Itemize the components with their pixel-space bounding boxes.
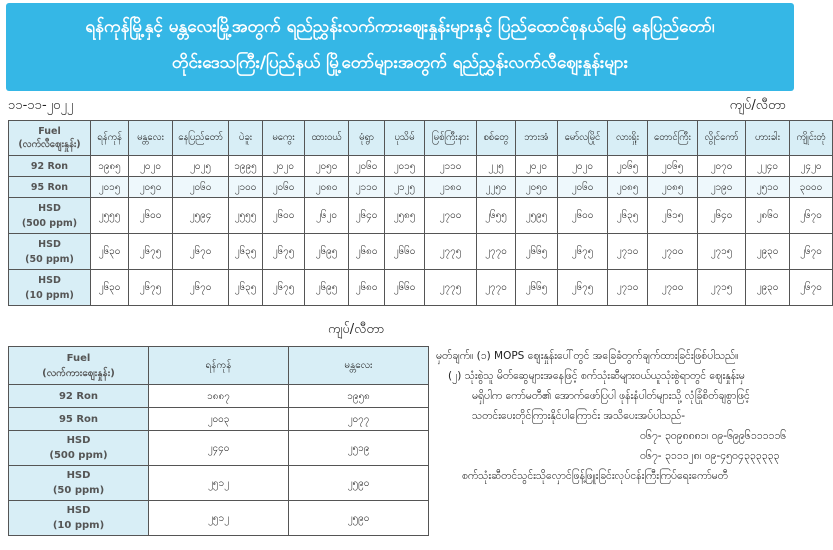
city-header: လားရှိုး [608, 121, 648, 156]
price-cell: ၂၇၇၅ [425, 270, 477, 306]
price-cell: ၂၀၅၀ [305, 156, 349, 177]
city-header: ကျိုင်းတုံ [790, 121, 833, 156]
price-cell: ၂၆၄၀ [349, 198, 385, 234]
note-2-line-2: မရှိပါက ကော်မတီ၏ အောက်ဖော်ပြပါ ဖုန်းနံပါတ်များသို့ လုံခြုံစိတ်ချစွာဖြင့် [472, 390, 750, 402]
price-cell: ၂၆၇၅ [129, 270, 173, 306]
fuel-type-cell: HSD (10 ppm) [9, 270, 91, 306]
price-cell: ၂၅၁၀ [746, 177, 790, 198]
fuel-column-header: Fuel (လက်လီဈေးနှုန်း) [9, 121, 91, 156]
price-cell: ၂၇၇၀ [477, 270, 516, 306]
price-cell: ၂၀၆၀ [349, 156, 385, 177]
table-row [9, 177, 833, 198]
city-header: မော်လမြိုင် [558, 121, 608, 156]
phone-numbers-1: ၀၆၇- ၃၀၉၈၈၈၁၊ ၀၉-၆၉၉၆၁၁၁၁၁၆ [640, 430, 787, 442]
price-cell: ၂၀၈၅ [608, 177, 648, 198]
city-header: လွိုင်ကော် [698, 121, 746, 156]
price-cell: ၂၁၉၀ [698, 177, 746, 198]
price-cell: ၃၀၀၀ [790, 177, 833, 198]
unit-label: ကျပ်/လီတာ [729, 98, 786, 113]
city-header: မုံရွာ [349, 121, 385, 156]
wholesale-unit-label: ကျပ်/လီတာ [328, 322, 385, 337]
price-cell: ၂၆၁၅ [648, 198, 698, 234]
table-row [9, 431, 429, 466]
title-banner [6, 3, 794, 91]
price-cell: ၂၆၇၅ [558, 234, 608, 270]
city-header: မန္တလေး [129, 121, 173, 156]
price-cell: ၂၄၄၀ [149, 431, 289, 466]
price-cell: ၂၆၇၀ [173, 270, 229, 306]
price-cell: ၂၇၀၀ [648, 234, 698, 270]
price-date: ၁၁-၁၁-၂၀၂၂ [8, 98, 74, 113]
fuel-type-cell: 95 Ron [9, 177, 91, 198]
price-cell: ၂၀၂၀ [558, 156, 608, 177]
price-cell: ၂၆၇၅ [558, 270, 608, 306]
price-cell: ၂၇၇၅ [425, 234, 477, 270]
price-cell: ၂၅၅၅ [229, 198, 263, 234]
price-cell: ၂၅၈၅ [385, 198, 425, 234]
city-header: ပုသိမ် [385, 121, 425, 156]
fuel-type-cell: HSD (500 ppm) [9, 198, 91, 234]
price-cell: ၂၉၃၀ [746, 234, 790, 270]
fuel-type-cell: HSD (10 ppm) [9, 501, 149, 536]
price-cell: ၂၆၃၀ [91, 234, 129, 270]
price-cell: ၂၀၅၀ [129, 177, 173, 198]
price-cell: ၂၀၂၀ [263, 156, 305, 177]
price-cell: ၂၆၆၀ [385, 270, 425, 306]
table-row [9, 198, 833, 234]
price-cell: ၂၆၈၀ [349, 234, 385, 270]
price-cell: ၂၆၉၅ [305, 270, 349, 306]
table-row [9, 501, 429, 536]
price-cell: ၂၆၈၀ [349, 270, 385, 306]
price-cell: ၂၀၆၀ [263, 177, 305, 198]
price-cell: ၂၆၄၀ [698, 198, 746, 234]
price-cell: ၂၀၁၅ [385, 156, 425, 177]
price-cell: ၂၀၇၀ [698, 156, 746, 177]
price-cell: ၂၄၂၀ [790, 156, 833, 177]
price-cell: ၂၆၃၅ [229, 234, 263, 270]
price-cell: ၂၆၆၅ [516, 234, 558, 270]
price-cell: ၂၆၇၀ [173, 234, 229, 270]
fuel-column-header: Fuel (လက်ကားဈေးနှုန်း) [9, 347, 149, 385]
fuel-type-cell: HSD (500 ppm) [9, 431, 149, 466]
phone-numbers-2: ၀၆၇- ၃၁၁၁၂၈၊ ၀၉-၄၅၀၄၃၃၃၃၃၃ [640, 450, 780, 462]
price-cell: ၁၉၉၅ [229, 156, 263, 177]
price-cell: ၂၆၇၅ [129, 234, 173, 270]
price-cell: ၂၅၉၅ [516, 198, 558, 234]
table-row [9, 385, 429, 408]
price-cell: ၂၅၁၂ [149, 501, 289, 536]
price-cell: ၂၇၇၀ [477, 234, 516, 270]
price-cell: ၂၆၃၅ [229, 270, 263, 306]
price-cell: ၂၉၃၀ [746, 270, 790, 306]
table-row [9, 156, 833, 177]
price-cell: ၂၀၈၅ [648, 177, 698, 198]
fuel-type-cell: HSD (50 ppm) [9, 234, 91, 270]
price-cell: ၂၀၆၅ [608, 156, 648, 177]
price-cell: ၂၂၅၀ [477, 177, 516, 198]
fuel-type-cell: 95 Ron [9, 408, 149, 431]
price-cell: ၂၀၂၀ [516, 156, 558, 177]
price-cell: ၂၀၆၅ [648, 156, 698, 177]
price-cell: ၂၀၆၀ [558, 177, 608, 198]
price-cell: ၂၆၇၀ [790, 234, 833, 270]
price-cell: ၂၁၁၀ [349, 177, 385, 198]
table-row [9, 270, 833, 306]
price-cell: ၂၂၄၀ [746, 156, 790, 177]
city-header: ဟားခါး [746, 121, 790, 156]
title-line-1: ရန်ကုန်မြို့နှင့် မန္တလေးမြို့အတွက် ရည်ညွှန်းလက်ကားဈေးနှုန်းများနှင့် ပြည်ထောင်စုနယ်မြေ နေပြည်တော်၊ [85, 17, 715, 37]
price-cell: ၂၇၀၀ [648, 270, 698, 306]
wholesale-price-table [8, 346, 429, 536]
price-cell: ၁၉၈၅ [91, 156, 129, 177]
title-line-2: တိုင်းဒေသကြီး/ပြည်နယ် မြို့တော်များအတွက် ရည်ညွှန်းလက်လီဈေးနှုန်းများ [171, 53, 629, 73]
city-header: ရန်ကုန် [149, 347, 289, 385]
price-cell: ၂၀၂၀ [129, 156, 173, 177]
price-cell: ၂၁၁၀ [425, 156, 477, 177]
price-cell: ၂၀၀၃ [149, 408, 289, 431]
price-cell: ၂၁၈၀ [425, 177, 477, 198]
price-cell: ၂၀၈၀ [305, 177, 349, 198]
price-cell: ၂၆၇၀ [790, 270, 833, 306]
committee-name: စက်သုံးဆီတင်သွင်းသိုလှောင်ဖြန့်ဖြူးခြင်းလုပ်ငန်းကြီးကြပ်ရေးကော်မတီ [462, 470, 728, 482]
notes-section [436, 346, 798, 486]
price-cell: ၂၆၂၀ [305, 198, 349, 234]
retail-price-table [8, 120, 833, 306]
price-cell: ၁၉၅၈ [289, 385, 429, 408]
note-1: မှတ်ချက်။ (၁) MOPS ဈေးနှုန်းပေါ်တွင် အခြေခံတွက်ချက်ထားခြင်းဖြစ်ပါသည်။ [436, 350, 739, 362]
price-cell: ၂၂၅ [477, 156, 516, 177]
price-cell: ၂၁၂၅ [385, 177, 425, 198]
price-cell: ၂၅၁၂ [149, 466, 289, 501]
city-header: မန္တလေး [289, 347, 429, 385]
price-cell: ၂၇၀၀ [425, 198, 477, 234]
city-header: စစ်တွေ [477, 121, 516, 156]
city-header: ထားဝယ် [305, 121, 349, 156]
city-header: ပဲခူး [229, 121, 263, 156]
price-cell: ၂၆၃၀ [91, 270, 129, 306]
price-cell: ၂၆၅၅ [477, 198, 516, 234]
price-cell: ၂၆၇၅ [263, 270, 305, 306]
price-cell: ၂၆၀၀ [129, 198, 173, 234]
table-row [9, 408, 429, 431]
price-cell: ၂၆၀၀ [558, 198, 608, 234]
price-cell: ၂၀၅၀ [516, 177, 558, 198]
price-cell: ၂၇၁၅ [698, 234, 746, 270]
price-cell: ၂၀၆၀ [173, 177, 229, 198]
note-2-line-3: သတင်းပေးတိုင်ကြားနိုင်ပါကြောင်း အသိပေးအပ်ပါသည်- [472, 410, 686, 422]
price-cell: ၂၆၇၅ [263, 234, 305, 270]
price-cell: ၂၆၀၀ [263, 198, 305, 234]
table-row [9, 466, 429, 501]
price-cell: ၂၇၁၀ [608, 270, 648, 306]
price-cell: ၂၅၉၄ [173, 198, 229, 234]
price-cell: ၂၆၇၀ [790, 198, 833, 234]
price-cell: ၂၅၅၅ [91, 198, 129, 234]
fuel-type-cell: 92 Ron [9, 385, 149, 408]
price-cell: ၂၈၆၀ [746, 198, 790, 234]
table-row [9, 234, 833, 270]
price-cell: ၂၀၁၅ [91, 177, 129, 198]
price-cell: ၂၁၀၀ [229, 177, 263, 198]
city-header: တောင်ကြီး [648, 121, 698, 156]
price-cell: ၂၀၂၅ [173, 156, 229, 177]
fuel-type-cell: HSD (50 ppm) [9, 466, 149, 501]
city-header: မြစ်ကြီးနား [425, 121, 477, 156]
price-cell: ၂၅၁၉ [289, 431, 429, 466]
price-cell: ၂၇၁၀ [608, 234, 648, 270]
price-cell: ၂၆၃၅ [608, 198, 648, 234]
price-cell: ၂၆၆၅ [516, 270, 558, 306]
price-cell: ၁၈၈၇ [149, 385, 289, 408]
fuel-type-cell: 92 Ron [9, 156, 91, 177]
city-header: နေပြည်တော် [173, 121, 229, 156]
price-cell: ၂၅၉၀ [289, 466, 429, 501]
price-cell: ၂၅၉၀ [289, 501, 429, 536]
note-2-line-1: (၂) သုံးစွဲသူ မိတ်ဆွေများအနေဖြင့် စက်သုံးဆီများဝယ်ယူသုံးစွဲရာတွင် ဈေးနှုန်းမှ [448, 370, 745, 382]
price-cell: ၂၀၇၇ [289, 408, 429, 431]
price-cell: ၂၇၁၅ [698, 270, 746, 306]
city-header: ရန်ကုန် [91, 121, 129, 156]
price-cell: ၂၆၆၀ [385, 234, 425, 270]
city-header: ဘားအံ [516, 121, 558, 156]
price-cell: ၂၆၉၅ [305, 234, 349, 270]
city-header: မကွေး [263, 121, 305, 156]
